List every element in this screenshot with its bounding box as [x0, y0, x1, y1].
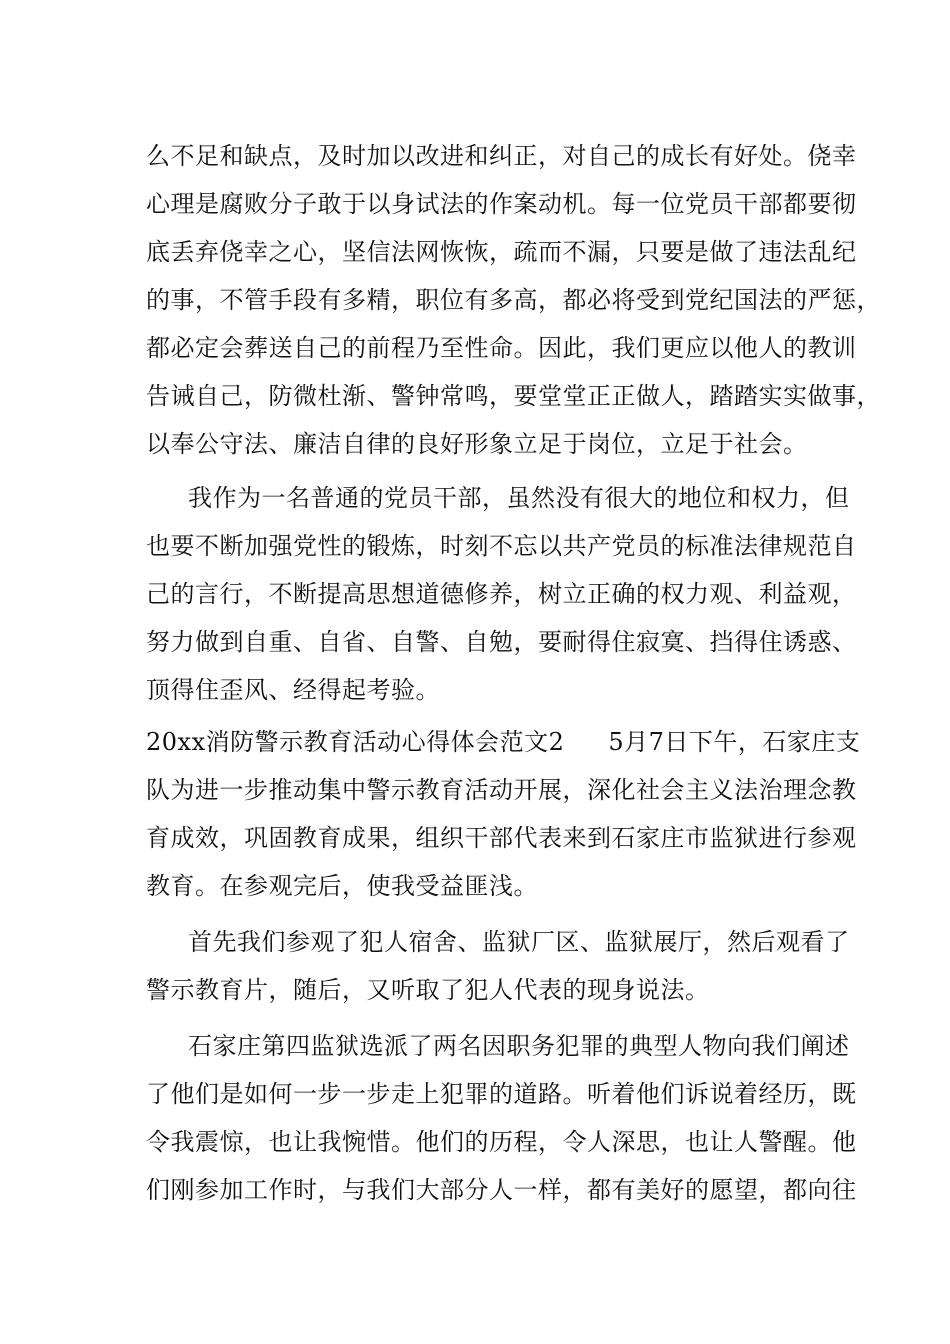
- text-line: 己的言行，不断提高思想道德修养，树立正确的权力观、利益观，: [146, 580, 857, 608]
- text-line: 队为进一步推动集中警示教育活动开展，深化社会主义法治理念教: [146, 776, 857, 804]
- text-line: 心理是腐败分子敢于以身试法的作案动机。每一位党员干部都要彻: [146, 190, 857, 218]
- text-line: 都必定会葬送自己的前程乃至性命。因此，我们更应以他人的教训: [146, 334, 857, 362]
- text-line: 底丢弃侥幸之心，坚信法网恢恢，疏而不漏，只要是做了违法乱纪: [146, 238, 857, 266]
- text-line: 育成效，巩固教育成果，组织干部代表来到石家庄市监狱进行参观: [146, 824, 857, 852]
- text-line: 了他们是如何一步一步走上犯罪的道路。听着他们诉说着经历，既: [146, 1080, 857, 1108]
- text-line: 告诫自己，防微杜渐、警钟常鸣，要堂堂正正做人，踏踏实实做事，: [146, 382, 881, 410]
- text-line: 们刚参加工作时，与我们大部分人一样，都有美好的愿望，都向往: [146, 1176, 857, 1204]
- paragraph-first-line: 首先我们参观了犯人宿舍、监狱厂区、监狱展厅，然后观看了: [188, 928, 850, 956]
- section-heading-line: [146, 718, 861, 766]
- paragraph-first-line: 石家庄第四监狱选派了两名因职务犯罪的典型人物向我们阐述: [188, 1032, 850, 1060]
- text-line: 以奉公守法、廉洁自律的良好形象立足于岗位，立足于社会。: [146, 430, 808, 458]
- text-line: 顶得住歪风、经得起考验。: [146, 676, 440, 704]
- section-title: 20xx消防警示教育活动心得体会范文2: [146, 728, 565, 756]
- paragraph-first-line: 我作为一名普通的党员干部，虽然没有很大的地位和权力，但: [188, 484, 850, 512]
- text-line: 么不足和缺点，及时加以改进和纠正，对自己的成长有好处。侥幸: [146, 142, 857, 170]
- text-line: 令我震惊，也让我惋惜。他们的历程，令人深思，也让人警醒。他: [146, 1128, 857, 1156]
- text-line: 也要不断加强党性的锻炼，时刻不忘以共产党员的标准法律规范自: [146, 532, 857, 560]
- text-line: 努力做到自重、自省、自警、自勉，要耐得住寂寞、挡得住诱惑、: [146, 628, 857, 656]
- text-line: 的事，不管手段有多精，职位有多高，都必将受到党纪国法的严惩，: [146, 286, 881, 314]
- text-line: 警示教育片，随后，又听取了犯人代表的现身说法。: [146, 976, 710, 1004]
- text-line: 教育。在参观完后，使我受益匪浅。: [146, 872, 538, 900]
- section-text-start: 5月7日下午，石家庄支: [608, 728, 861, 756]
